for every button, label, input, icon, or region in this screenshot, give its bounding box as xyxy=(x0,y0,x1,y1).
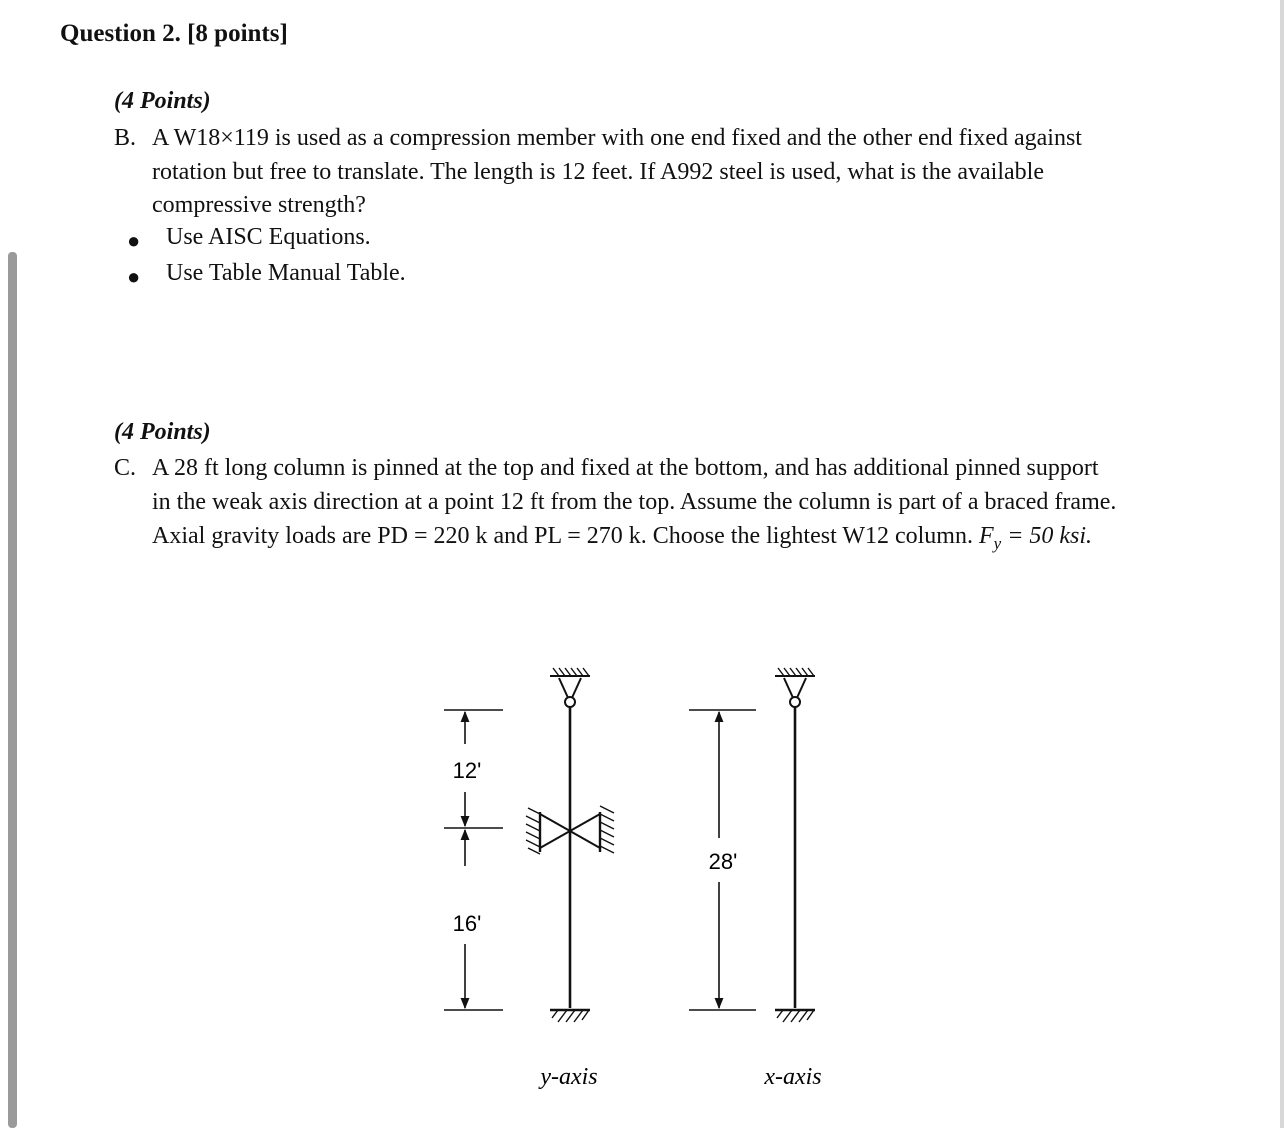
dim-16-label: 16' xyxy=(452,911,482,936)
part-b-points: (4 Points) xyxy=(114,88,211,114)
part-b-letter: B. xyxy=(114,125,137,151)
part-c-letter: C. xyxy=(114,455,137,481)
bullet-table: Use Table Manual Table. xyxy=(166,260,406,286)
part-b-line-2: rotation but free to translate. The length is 12 feet. If A992 steel is used, what is the available xyxy=(152,159,1044,185)
part-c-points: (4 Points) xyxy=(114,419,211,445)
x-axis-column xyxy=(775,668,815,1022)
part-b-line-3: compressive strength? xyxy=(152,192,366,218)
y-axis-column xyxy=(526,668,614,1022)
dim-28-label: 28' xyxy=(708,849,738,874)
loads-text: Axial gravity loads are PD = 220 k and PL = 270 k. Choose the lightest W12 column. xyxy=(152,523,973,549)
dim-12-label: 12' xyxy=(452,758,482,783)
x-axis-label: x-axis xyxy=(764,1064,822,1090)
bullet-dot-2: ● xyxy=(127,264,141,289)
y-axis-label: y-axis xyxy=(540,1064,598,1090)
dimension-left xyxy=(444,710,503,1010)
part-b-line-1: A W18×119 is used as a compression member with one end fixed and the other end fixed against xyxy=(152,125,1082,151)
bullet-dot-1: ● xyxy=(127,228,141,253)
part-c-line-2: in the weak axis direction at a point 12 ft from the top. Assume the column is part of a braced frame. xyxy=(152,489,1117,515)
fy-value: = 50 ksi. xyxy=(1007,523,1093,549)
fy-subscript: y xyxy=(993,533,1002,553)
fy-symbol: F xyxy=(978,523,994,549)
question-title: Question 2. [8 points] xyxy=(60,20,288,47)
bullet-aisc: Use AISC Equations. xyxy=(166,224,371,250)
part-c-line-1: A 28 ft long column is pinned at the top and fixed at the bottom, and has additional pinned support xyxy=(152,455,1099,481)
